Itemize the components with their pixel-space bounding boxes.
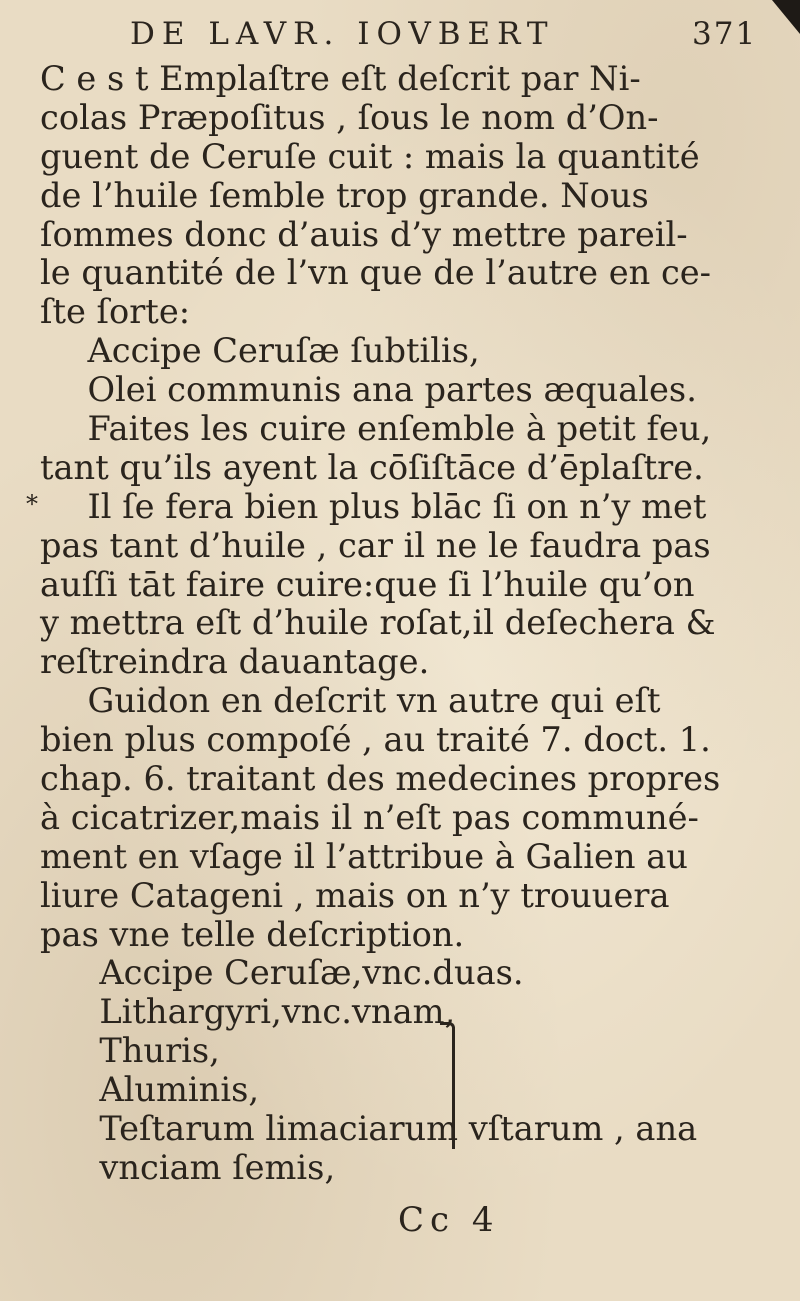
text-line: vnciam ſemis, [99, 1147, 336, 1188]
text-line: auſſi tāt faire cuire:que ſi l’huile qu’on [40, 564, 695, 605]
text-line: Accipe Ceruſæ,vnc.duas. [99, 953, 524, 994]
text-line: Il ſe fera bien plus blāc ſi on n’y met [87, 486, 707, 527]
text-line: guent de Ceruſe cuit : mais la quantité [40, 136, 700, 177]
text-line: colas Præpoſitus , ſous le nom d’On- [40, 97, 659, 138]
margin-asterisk: * [26, 490, 38, 518]
text-line: à cicatrizer,mais il n’eſt pas communé- [40, 797, 699, 838]
text-line: Teſtarum limaciarum vſtarum , ana [99, 1109, 698, 1150]
text-line: de l’huile ſemble trop grande. Nous [40, 175, 649, 216]
running-title: DE LAVR. IOVBERT [130, 16, 555, 52]
text-line: Accipe Ceruſæ ſubtilis, [87, 331, 480, 372]
text-line: ment en vſage il l’attribue à Galien au [40, 836, 688, 877]
text-line: Olei communis ana partes æquales. [87, 370, 697, 411]
text-line: y mettra eſt d’huile roſat,il deſechera & [40, 603, 716, 644]
text-line: ſte ſorte: [40, 292, 191, 333]
text-line: pas vne telle deſcription. [40, 914, 465, 955]
text-line: Lithargyri,vnc.vnam, [99, 992, 456, 1033]
text-line: tant qu’ils ayent la cōſiſtāce d’ēplaſtre. [40, 447, 704, 488]
text-line: pas tant d’huile , car il ne le faudra pas [40, 525, 711, 566]
text-line: Thuris, [99, 1031, 220, 1072]
text-line: reſtreindra dauantage. [40, 642, 430, 683]
running-header [130, 16, 780, 52]
text-line: Guidon en deſcrit vn autre qui eſt [87, 681, 661, 722]
page-number: 371 [692, 16, 758, 52]
text-line: Aluminis, [99, 1070, 260, 1111]
text-line: liure Catageni , mais on n’y trouuera [40, 875, 670, 916]
recipe-bracket [440, 1022, 455, 1149]
text-line: bien plus compoſé , au traité 7. doct. 1. [40, 720, 711, 761]
text-line: C e s t Emplaſtre eſt deſcrit par Ni- [40, 59, 641, 99]
text-line: ſommes donc d’auis d’y mettre pareil- [40, 214, 688, 255]
page-body [40, 60, 760, 1188]
signature-mark: Cc 4 [398, 1200, 500, 1240]
text-line: le quantité de l’vn que de l’autre en ce- [40, 253, 712, 294]
text-line: Faites les cuire enſemble à petit feu, [87, 409, 712, 450]
text-line: chap. 6. traitant des medecines propres [40, 759, 721, 800]
